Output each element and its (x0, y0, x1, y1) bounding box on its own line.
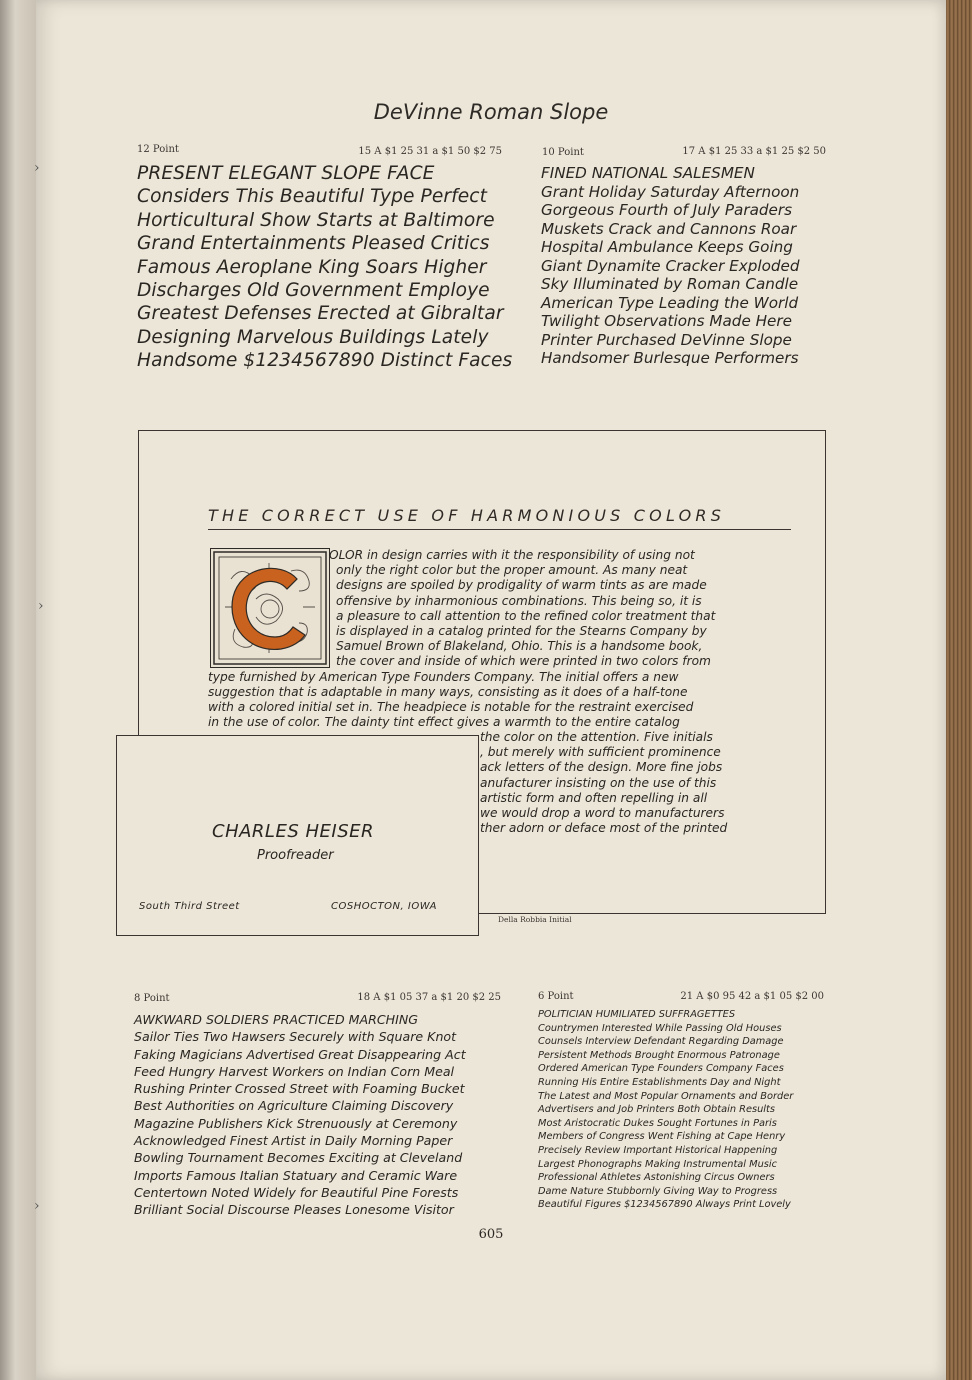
specimen-line: Imports Famous Italian Statuary and Ceramic Ware (134, 1167, 458, 1183)
spec-prices-10: 17 A $1 25 33 a $1 25 $2 50 (682, 146, 826, 157)
specimen-line: Largest Phonographs Making Instrumental Music (538, 1158, 778, 1170)
specimen-line: Persistent Methods Brought Enormous Patronage (538, 1049, 780, 1061)
decorated-initial (210, 548, 330, 668)
article-line: artistic form and often repelling in all (480, 791, 708, 805)
specimen-line: Printer Purchased DeVinne Slope (541, 330, 792, 349)
specimen-line: Handsomer Burlesque Performers (541, 349, 799, 367)
specimen-line: Sailor Ties Two Hawsers Securely with Square Knot (134, 1029, 457, 1045)
specimen-line: Muskets Crack and Cannons Roar (541, 219, 797, 238)
page (36, 0, 946, 1380)
article-line: a pleasure to call attention to the refined color treatment that (336, 609, 716, 623)
specimen-line: FINED NATIONAL SALESMEN (541, 164, 755, 182)
page-title: DeVinne Roman Slope (373, 100, 609, 124)
card-city: COSHOCTON, IOWA (331, 901, 437, 912)
specimen-line: Ordered American Type Founders Company Faces (538, 1063, 784, 1075)
article-line: in the use of color. The dainty tint effect gives a warmth to the entire catalog (208, 715, 680, 729)
specimen-line: Twilight Observations Made Here (541, 312, 792, 330)
article-line: ack letters of the design. More fine jobs (480, 760, 723, 774)
specimen-line: Running His Entire Establishments Day and Night (538, 1076, 781, 1088)
specimen-line: Precisely Review Important Historical Happening (538, 1144, 778, 1156)
specimen-line: POLITICIAN HUMILIATED SUFFRAGETTES (538, 1009, 736, 1020)
specimen-line: Hospital Ambulance Keeps Going (541, 238, 793, 256)
card-role: Proofreader (257, 848, 334, 863)
specimen-8-point (134, 1011, 466, 1219)
specimen-line: Considers This Beautiful Type Perfect (137, 186, 488, 208)
specimen-line: Magazine Publishers Kick Strenuously at Ceremony (134, 1115, 458, 1131)
spec-size-8: 8 Point (134, 993, 170, 1004)
spec-size-6: 6 Point (538, 991, 574, 1002)
article-line: we would drop a word to manufacturers (480, 806, 725, 820)
specimen-line: Handsome $1234567890 Distinct Faces (137, 350, 513, 372)
specimen-10-point (541, 164, 800, 368)
article-line: offensive by inharmonious combinations. This being so, it is (336, 594, 702, 608)
card-street: South Third Street (139, 901, 240, 912)
specimen-line: Counsels Interview Defendant Regarding Damage (538, 1036, 784, 1048)
article-line: Samuel Brown of Blakeland, Ohio. This is a handsome book, (336, 639, 703, 653)
article-line: , but merely with sufficient prominence (480, 745, 721, 759)
spec-prices-12: 15 A $1 25 31 a $1 50 $2 75 (358, 146, 502, 157)
specimen-line: Beautiful Figures $1234567890 Always Print Lovely (538, 1199, 791, 1211)
article-line: with a colored initial set in. The headpiece is notable for the restraint exercised (208, 700, 694, 714)
specimen-line: Discharges Old Government Employe (137, 280, 490, 302)
article-line: OLOR in design carries with it the responsibility of using not (329, 548, 695, 562)
specimen-line: Brilliant Social Discourse Pleases Lonesome Visitor (134, 1202, 454, 1218)
spec-prices-6: 21 A $0 95 42 a $1 05 $2 00 (680, 991, 824, 1002)
binding-mark: › (34, 160, 40, 176)
specimen-line: PRESENT ELEGANT SLOPE FACE (137, 163, 435, 184)
article-line: ther adorn or deface most of the printed (480, 821, 728, 835)
business-card (116, 735, 479, 936)
specimen-line: Designing Marvelous Buildings Lately (137, 326, 489, 348)
specimen-line: Giant Dynamite Cracker Exploded (541, 256, 800, 275)
article-line: only the right color but the proper amount. As many neat (336, 563, 688, 577)
specimen-line: Feed Hungry Harvest Workers on Indian Corn Meal (134, 1063, 455, 1079)
article-line: type furnished by American Type Founders Company. The initial offers a new (208, 670, 679, 684)
book-left-edge (0, 0, 38, 1380)
specimen-line: The Latest and Most Popular Ornaments and Border (538, 1090, 794, 1102)
specimen-line: American Type Leading the World (541, 293, 799, 312)
specimen-line: Countrymen Interested While Passing Old Houses (538, 1022, 782, 1034)
specimen-line: Horticultural Show Starts at Baltimore (137, 209, 495, 231)
specimen-line: Centertown Noted Widely for Beautiful Pine Forests (134, 1184, 459, 1200)
specimen-6-point (538, 1008, 793, 1212)
article-line: the cover and inside of which were printed in two colors from (336, 654, 711, 668)
della-robbia-initial-c-icon (211, 549, 329, 667)
specimen-12-point (137, 162, 512, 373)
article-line: the color on the attention. Five initials (480, 730, 713, 744)
specimen-line: Faking Magicians Advertised Great Disappearing Act (134, 1046, 466, 1062)
article-line: anufacturer insisting on the use of this (480, 776, 717, 790)
book-right-edge (942, 0, 972, 1380)
specimen-line: Best Authorities on Agriculture Claiming Discovery (134, 1098, 454, 1114)
specimen-line: Gorgeous Fourth of July Paraders (541, 201, 793, 219)
spec-size-12: 12 Point (137, 144, 179, 155)
specimen-line: Professional Athletes Astonishing Circus Owners (538, 1172, 775, 1184)
spec-size-10: 10 Point (542, 147, 584, 158)
specimen-line: Famous Aeroplane King Soars Higher (137, 256, 487, 278)
initial-caption: Della Robbia Initial (498, 915, 572, 924)
specimen-line: Sky Illuminated by Roman Candle (541, 275, 799, 293)
specimen-line: Dame Nature Stubbornly Giving Way to Progress (538, 1185, 778, 1197)
binding-mark: › (34, 1198, 40, 1214)
specimen-line: Greatest Defenses Erected at Gibraltar (137, 303, 504, 325)
spec-prices-8: 18 A $1 05 37 a $1 20 $2 25 (357, 992, 501, 1003)
binding-mark: › (38, 598, 44, 614)
article-line: designs are spoiled by prodigality of warm tints as are made (336, 578, 707, 592)
specimen-line: Bowling Tournament Becomes Exciting at Cleveland (134, 1150, 463, 1166)
article-line: suggestion that is adaptable in many ways, consisting as it does of a half-tone (208, 685, 688, 699)
specimen-line: Advertisers and Job Printers Both Obtain Results (538, 1104, 775, 1116)
specimen-line: Grant Holiday Saturday Afternoon (541, 182, 800, 201)
article-heading: THE CORRECT USE OF HARMONIOUS COLORS (208, 506, 791, 530)
specimen-line: Most Aristocratic Dukes Sought Fortunes in Paris (538, 1117, 777, 1129)
specimen-line: Acknowledged Finest Artist in Daily Morning Paper (134, 1133, 453, 1149)
page-number: 605 (478, 1227, 504, 1242)
specimen-line: Members of Congress Went Fishing at Cape Henry (538, 1131, 786, 1143)
card-name: CHARLES HEISER (212, 821, 374, 842)
article-line: is displayed in a catalog printed for the Stearns Company by (336, 624, 707, 638)
specimen-line: Rushing Printer Crossed Street with Foaming Bucket (134, 1081, 465, 1097)
specimen-line: AWKWARD SOLDIERS PRACTICED MARCHING (134, 1012, 419, 1027)
specimen-line: Grand Entertainments Pleased Critics (137, 233, 490, 255)
